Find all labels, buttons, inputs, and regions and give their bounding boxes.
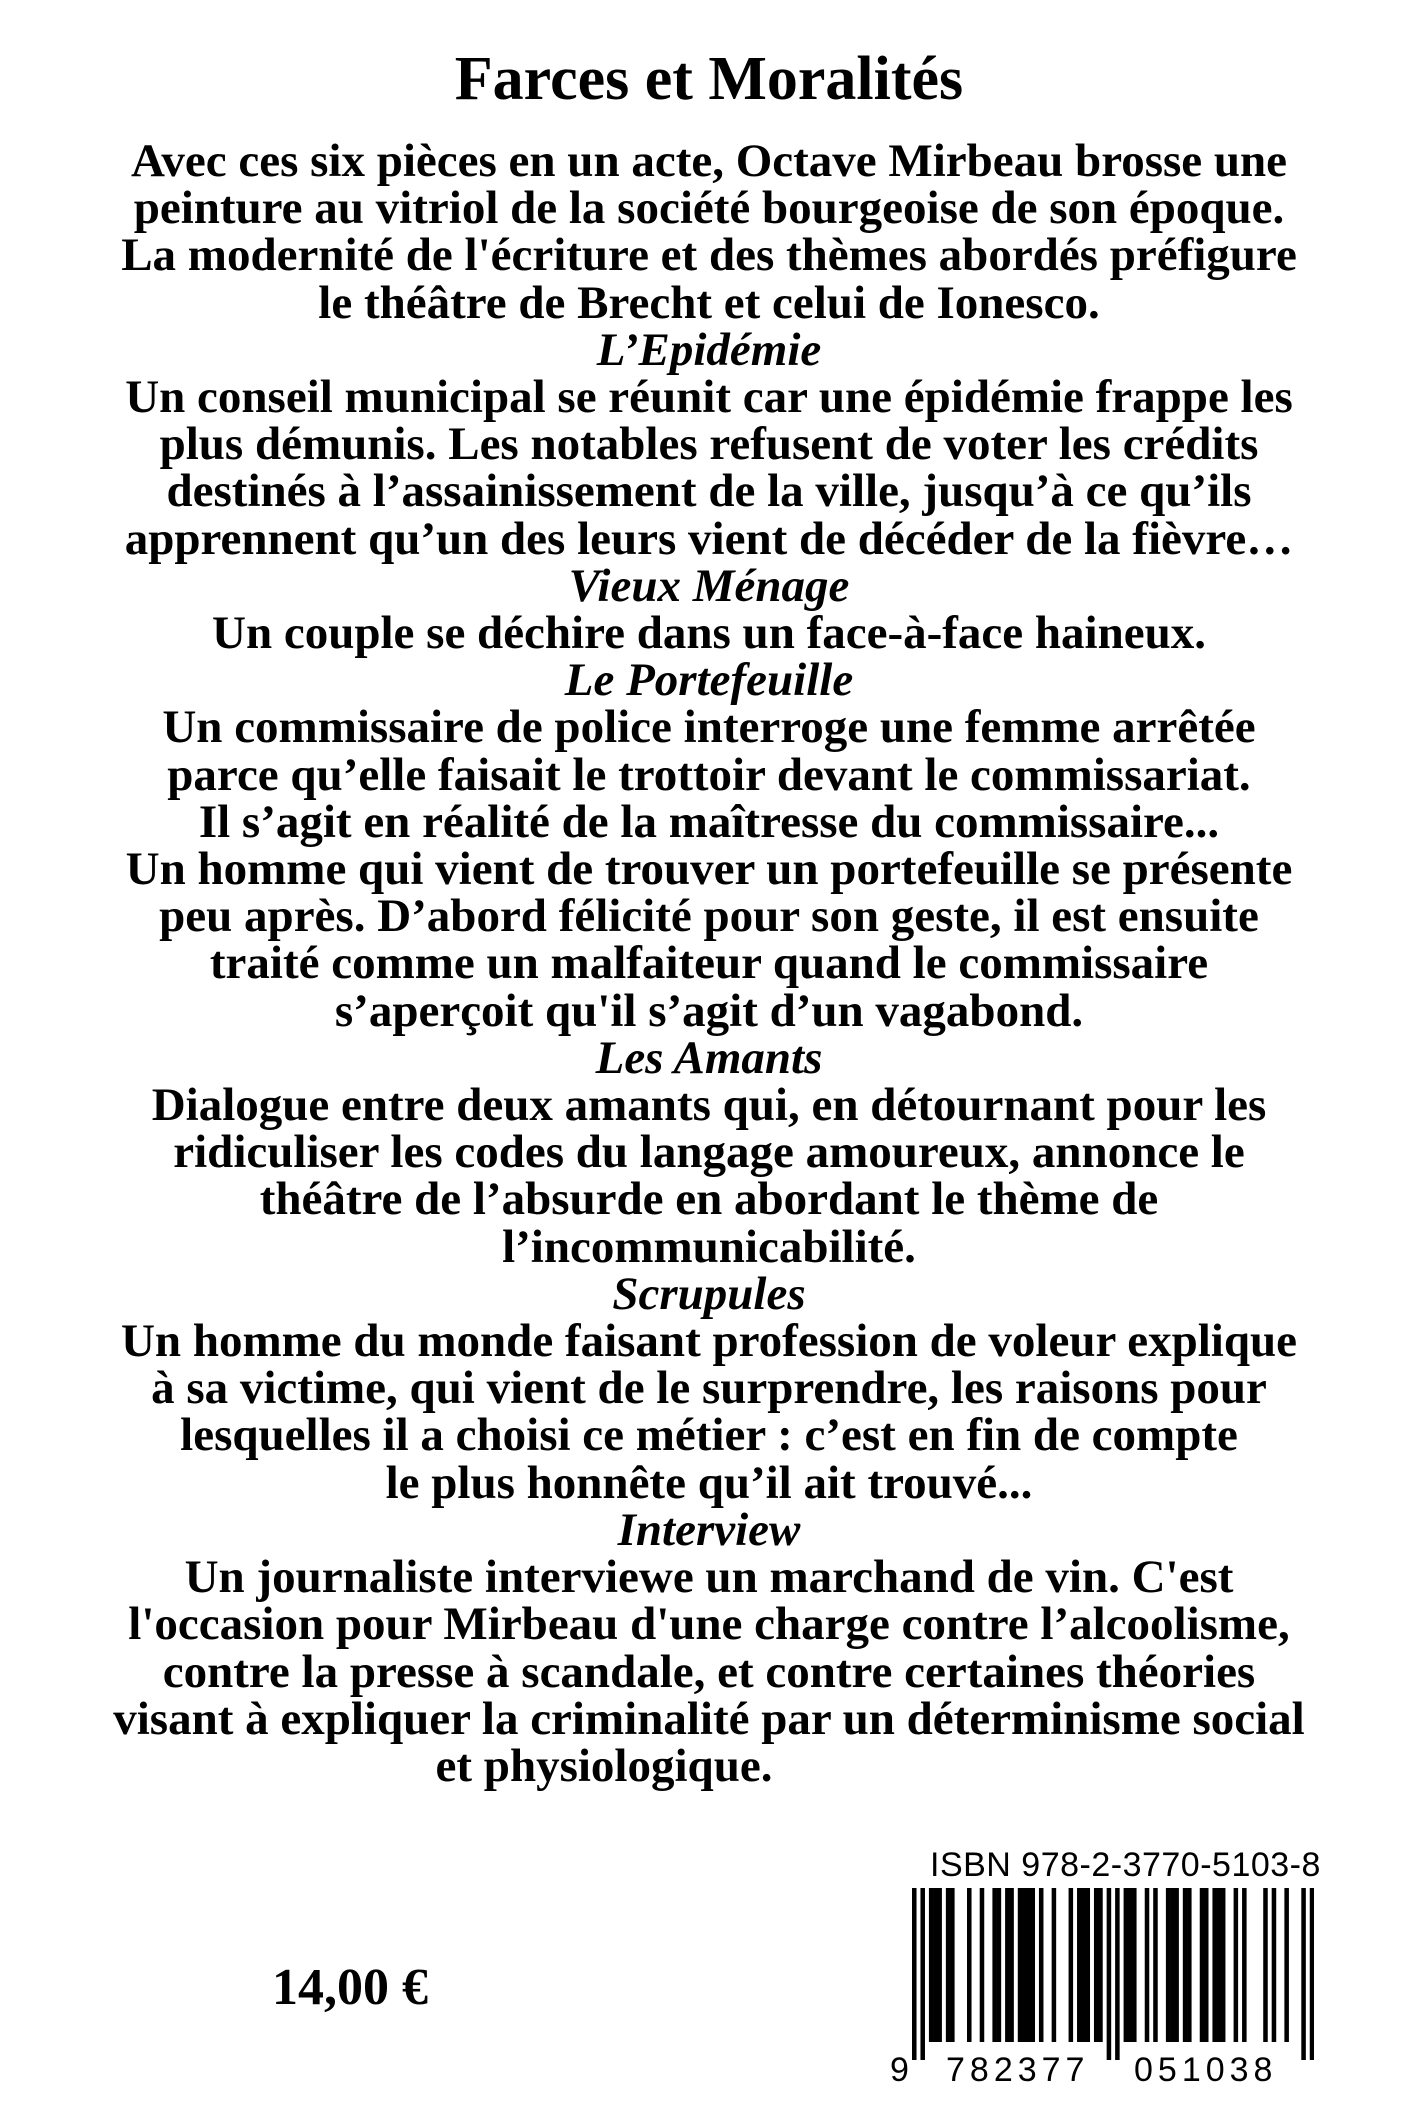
barcode-left-digits: 782377 bbox=[946, 2051, 1090, 2089]
barcode-bar bbox=[1187, 1888, 1192, 2042]
barcode-bar bbox=[1153, 1888, 1158, 2042]
barcode-first-digit: 9 bbox=[890, 2051, 909, 2089]
barcode-bar bbox=[1077, 1888, 1082, 2042]
barcode-bar bbox=[1170, 1888, 1175, 2042]
play-summary-line: le plus honnête qu’il ait trouvé... bbox=[385, 1456, 1033, 1509]
play-summary-line: à sa victime, qui vient de le surprendre, les raisons pour bbox=[151, 1362, 1267, 1415]
play-summary-line: ridiculiser les codes du langage amoureux, annonce le bbox=[173, 1126, 1245, 1179]
barcode-bar bbox=[933, 1888, 938, 2042]
play-title-portefeuille: Le Portefeuille bbox=[564, 654, 854, 707]
barcode-bar bbox=[929, 1888, 934, 2042]
barcode-bar bbox=[1081, 1888, 1086, 2042]
play-summary-line: Dialogue entre deux amants qui, en détournant pour les bbox=[151, 1079, 1267, 1132]
play-title-scrupules: Scrupules bbox=[612, 1267, 806, 1320]
barcode-bar bbox=[1234, 1888, 1239, 2042]
play-summary-line: et physiologique. bbox=[435, 1739, 773, 1792]
barcode-bar bbox=[1039, 1888, 1044, 2042]
isbn-label: ISBN 978-2-3770-5103-8 bbox=[930, 1846, 1321, 1884]
barcode-bar bbox=[920, 1888, 925, 2060]
barcode-bar bbox=[980, 1888, 985, 2042]
play-summary-line: contre la presse à scandale, et contre certaines théories bbox=[162, 1645, 1256, 1698]
barcode-bar bbox=[1166, 1888, 1171, 2042]
play-summary-line: destinés à l’assainissement de la ville, jusqu’à ce qu’ils bbox=[166, 465, 1252, 518]
barcode-bar bbox=[1212, 1888, 1217, 2042]
barcode-bar bbox=[1301, 1888, 1306, 2060]
barcode-bar bbox=[1018, 1888, 1023, 2042]
barcode-bar bbox=[1263, 1888, 1268, 2042]
intro-line: peinture au vitriol de la société bourgeoise de son époque. bbox=[133, 182, 1285, 235]
barcode-bar bbox=[1217, 1888, 1222, 2042]
play-summary-line: théâtre de l’absurde en abordant le thème de bbox=[259, 1173, 1159, 1226]
barcode-bar bbox=[946, 1888, 951, 2042]
barcode-bar bbox=[1115, 1888, 1120, 2060]
book-title: Farces et Moralités bbox=[454, 45, 964, 113]
barcode bbox=[912, 1888, 1314, 2060]
barcode-bar bbox=[1022, 1888, 1027, 2042]
barcode-bar bbox=[1052, 1888, 1057, 2042]
barcode-bar bbox=[1183, 1888, 1188, 2042]
barcode-bar bbox=[1284, 1888, 1289, 2042]
play-summary-line: lesquelles il a choisi ce métier : c’est en fin de compte bbox=[180, 1409, 1238, 1462]
play-summary-line: Un conseil municipal se réunit car une épidémie frappe les bbox=[125, 371, 1293, 424]
intro-line: le théâtre de Brecht et celui de Ionesco. bbox=[318, 276, 1100, 329]
barcode-bars bbox=[912, 1888, 1314, 2060]
intro-line: La modernité de l'écriture et des thèmes abordés préfigure bbox=[121, 229, 1297, 282]
barcode-bar bbox=[1310, 1888, 1314, 2060]
barcode-bar bbox=[1107, 1888, 1112, 2060]
barcode-right-digits: 051038 bbox=[1134, 2051, 1278, 2089]
barcode-bar bbox=[967, 1888, 972, 2042]
play-summary-line: apprennent qu’un des leurs vient de décéder de la fièvre… bbox=[124, 512, 1294, 565]
play-summary-line: Un commissaire de police interroge une femme arrêtée bbox=[162, 701, 1256, 754]
barcode-bar bbox=[1204, 1888, 1209, 2042]
intro-line: Avec ces six pièces en un acte, Octave Mirbeau brosse une bbox=[130, 135, 1288, 187]
play-summary-line: s’aperçoit qu'il s’agit d’un vagabond. bbox=[334, 984, 1084, 1037]
play-summary-line: Il s’agit en réalité de la maîtresse du commissaire... bbox=[198, 795, 1220, 848]
play-summary-line: l'occasion pour Mirbeau d'une charge contre l’alcoolisme, bbox=[128, 1598, 1290, 1651]
barcode-bar bbox=[1094, 1888, 1099, 2042]
play-summary-line: visant à expliquer la criminalité par un déterminisme social bbox=[113, 1692, 1305, 1745]
barcode-bar bbox=[1128, 1888, 1133, 2042]
barcode-bar bbox=[1242, 1888, 1247, 2042]
play-summary-line: Un couple se déchire dans un face-à-face haineux. bbox=[212, 607, 1206, 660]
barcode-bar bbox=[1272, 1888, 1277, 2042]
barcode-bar bbox=[1174, 1888, 1179, 2042]
barcode-bar bbox=[1085, 1888, 1090, 2042]
barcode-bar bbox=[992, 1888, 997, 2042]
play-summary-line: Un journaliste interviewe un marchand de vin. C'est bbox=[184, 1551, 1234, 1604]
play-title-epidemie: L’Epidémie bbox=[596, 323, 822, 376]
play-summary-line: Un homme du monde faisant profession de voleur explique bbox=[120, 1315, 1297, 1368]
barcode-bar bbox=[1145, 1888, 1150, 2042]
barcode-bar bbox=[1098, 1888, 1103, 2042]
barcode-bar bbox=[997, 1888, 1002, 2042]
barcode-bar bbox=[1200, 1888, 1205, 2042]
play-title-vieux-menage: Vieux Ménage bbox=[568, 559, 850, 612]
barcode-bar bbox=[1069, 1888, 1074, 2042]
barcode-bar bbox=[1026, 1888, 1031, 2042]
barcode-bar bbox=[912, 1888, 917, 2060]
barcode-bar bbox=[1005, 1888, 1010, 2042]
barcode-bar bbox=[1030, 1888, 1035, 2042]
play-summary-line: l’incommunicabilité. bbox=[502, 1220, 916, 1273]
barcode-bar bbox=[1132, 1888, 1137, 2042]
play-title-interview: Interview bbox=[617, 1503, 801, 1556]
barcode-bar bbox=[950, 1888, 955, 2042]
play-title-amants: Les Amants bbox=[595, 1031, 823, 1084]
price: 14,00 € bbox=[272, 1959, 428, 2016]
play-summary-line: parce qu’elle faisait le trottoir devant le commissariat. bbox=[167, 748, 1251, 801]
barcode-bar bbox=[1221, 1888, 1226, 2042]
barcode-bar bbox=[1009, 1888, 1014, 2042]
barcode-bar bbox=[1124, 1888, 1129, 2042]
back-cover-text bbox=[40, 135, 1378, 1792]
play-summary-line: peu après. D’abord félicité pour son geste, il est ensuite bbox=[159, 890, 1259, 943]
barcode-bar bbox=[937, 1888, 942, 2042]
play-summary-line: plus démunis. Les notables refusent de voter les crédits bbox=[159, 418, 1259, 471]
play-summary-line: traité comme un malfaiteur quand le commissaire bbox=[209, 937, 1209, 990]
play-summary-line: Un homme qui vient de trouver un portefeuille se présente bbox=[125, 843, 1293, 896]
